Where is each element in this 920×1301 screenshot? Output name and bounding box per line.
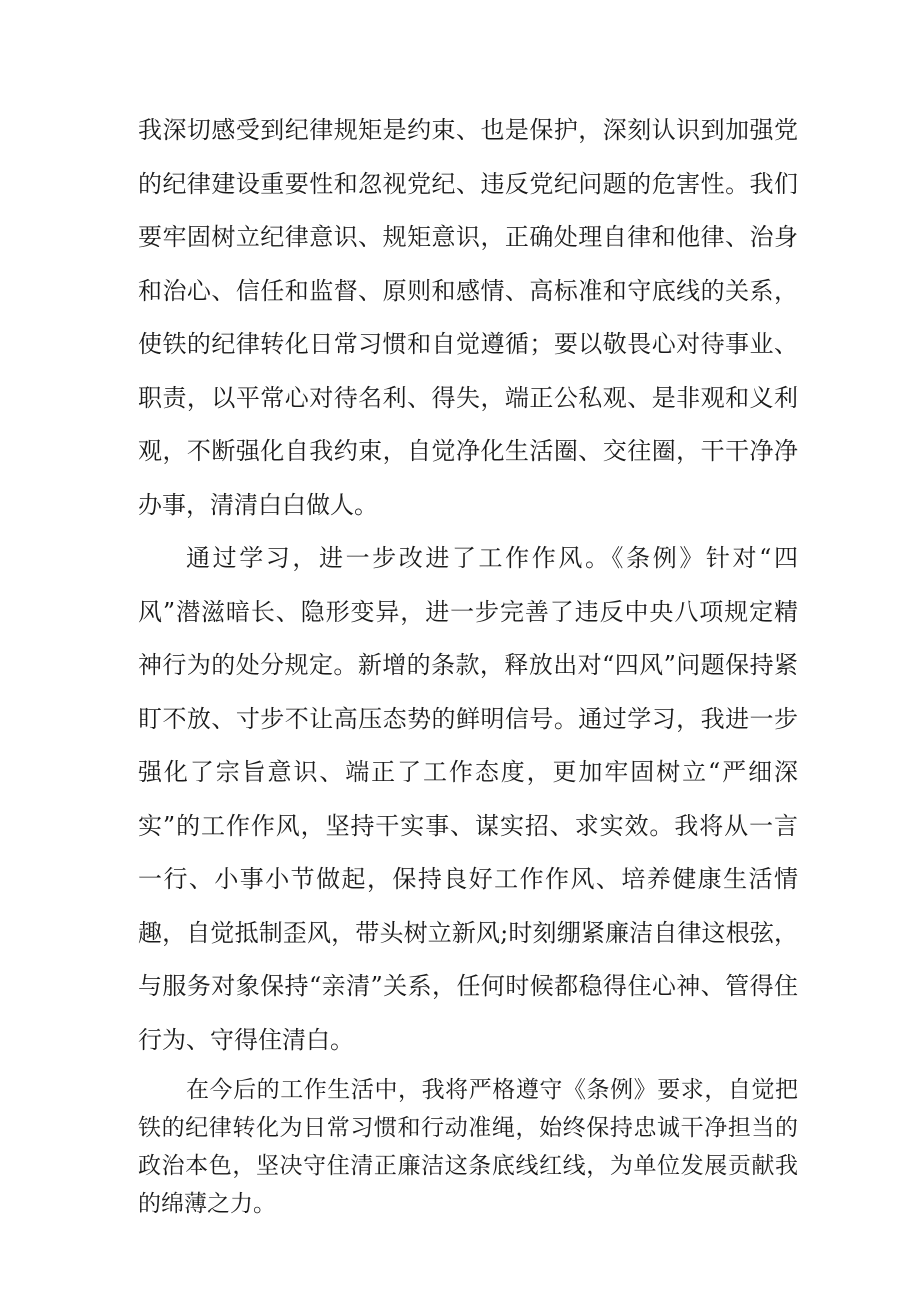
paragraph-2: 通过学习，进一步改进了工作作风。《条例》针对“四风”潜滋暗长、隐形变异，进一步完善了违反中央八项规定精神行为的处分规定。新增的条款，释放出对“四风”问题保持紧盯不放、寸步不让高压态势的鲜明信号。通过学习，我进一步强化了宗旨意识、端正了工作态度，更加牢固树立“严细深实”的工作作风，坚持干实事、谋实招、求实效。我将从一言一行、小事小节做起，保持良好工作作风、培养健康生活情趣，自觉抵制歪风，带头树立新风;时刻绷紧廉洁自律这根弦，与服务对象保持“亲清”关系，任何时候都稳得住心神、管得住行为、守得住清白。 (138, 544, 798, 1054)
paragraph-1: 我深切感受到纪律规矩是约束、也是保护，深刻认识到加强党的纪律建设重要性和忽视党纪、违反党纪问题的危害性。我们要牢固树立纪律意识、规矩意识，正确处理自律和他律、治身和治心、信任和监督、原则和感情、高标准和守底线的关系，使铁的纪律转化日常习惯和自觉遵循；要以敬畏心对待事业、职责，以平常心对待名利、得失，端正公私观、是非观和义利观，不断强化自我约束，自觉净化生活圈、交往圈，干干净净办事，清清白白做人。 (138, 116, 798, 519)
paragraph-3: 在今后的工作生活中，我将严格遵守《条例》要求，自觉把铁的纪律转化为日常习惯和行动准绳，始终保持忠诚干净担当的政治本色，坚决守住清正廉洁这条底线红线，为单位发展贡献我的绵薄之力。 (138, 1077, 798, 1217)
document-body (138, 104, 798, 1223)
